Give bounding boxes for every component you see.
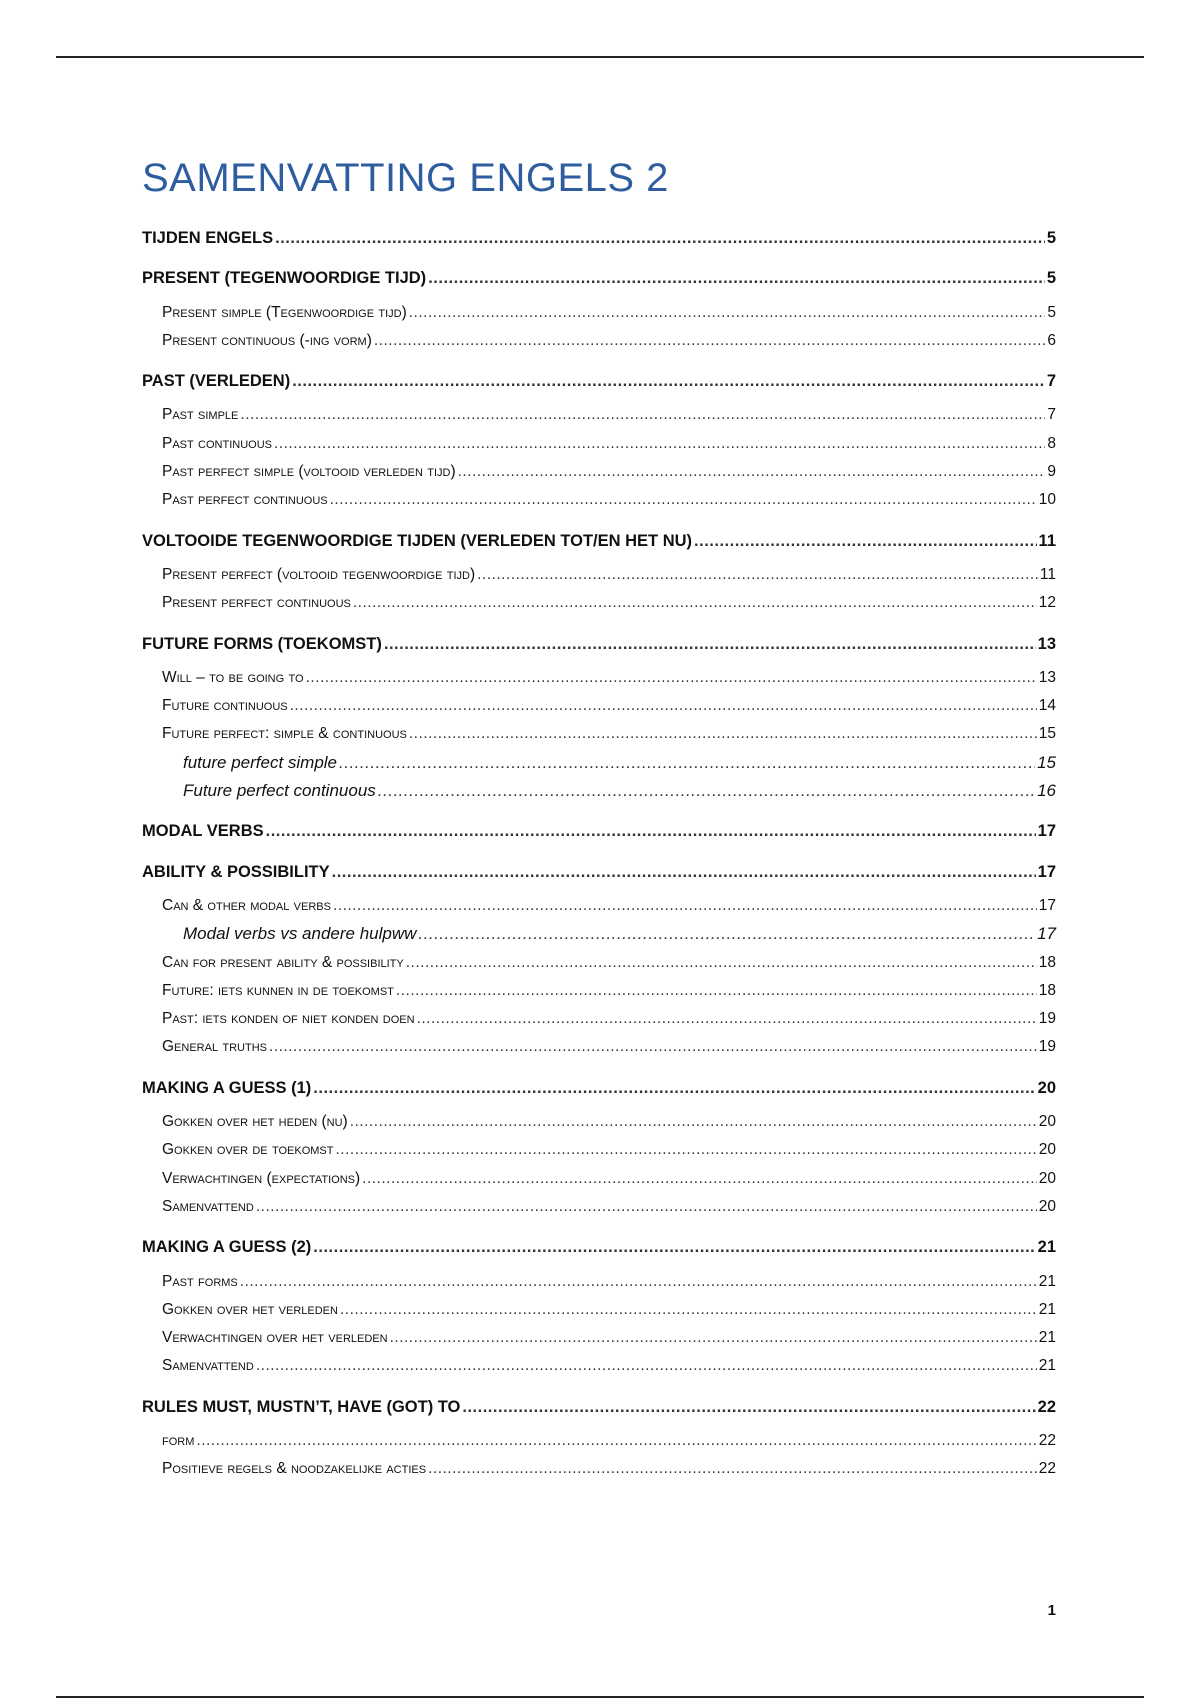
toc-dot-leader — [362, 1165, 1037, 1193]
toc-page-number: 18 — [1038, 981, 1056, 999]
toc-entry-level2[interactable] — [142, 1427, 1056, 1455]
toc-entry-label: Samenvattend — [162, 1357, 254, 1375]
toc-page-number: 7 — [1047, 406, 1056, 424]
toc-entry-label: Past: iets konden of niet konden doen — [162, 1010, 415, 1028]
toc-dot-leader — [390, 1324, 1037, 1352]
toc-page-number: 22 — [1037, 1397, 1056, 1416]
toc-entry-label: Verwachtingen (expectations) — [162, 1169, 361, 1187]
toc-entry-label: PRESENT (TEGENWOORDIGE TIJD) — [142, 269, 427, 288]
toc-entry-level1[interactable] — [142, 858, 1056, 886]
toc-page-number: 5 — [1046, 229, 1056, 247]
toc-entry-label: Can & other modal verbs — [162, 896, 331, 914]
toc-page-number: 19 — [1038, 1010, 1056, 1028]
toc-entry-label: Future perfect: simple & continuous — [162, 725, 407, 743]
toc-entry-label: Past perfect simple (voltooid verleden tijd) — [162, 463, 456, 481]
toc-entry-label: Past forms — [162, 1272, 238, 1290]
toc-page-number: 21 — [1038, 1300, 1056, 1318]
toc-dot-leader — [378, 777, 1035, 805]
toc-dot-leader — [384, 630, 1036, 658]
toc-entry-level3[interactable] — [142, 920, 1056, 948]
toc-dot-leader — [428, 264, 1045, 292]
toc-dot-leader — [339, 749, 1035, 777]
toc-entry-label: Future perfect continuous — [183, 781, 376, 801]
toc-entry-level1[interactable] — [142, 630, 1056, 658]
toc-entry-label: MAKING A GUESS (1) — [142, 1078, 312, 1097]
toc-dot-leader — [409, 720, 1037, 748]
toc-entry-level2[interactable] — [142, 1324, 1056, 1352]
toc-page-number: 11 — [1039, 565, 1056, 583]
toc-dot-leader — [350, 1108, 1037, 1136]
toc-page-number: 11 — [1038, 531, 1056, 550]
toc-page-number: 5 — [1046, 269, 1056, 288]
toc-entry-label: Modal verbs vs andere hulpww — [183, 924, 417, 944]
document-title: SAMENVATTING ENGELS 2 — [142, 156, 669, 200]
toc-page-number: 14 — [1038, 697, 1056, 715]
toc-entry-label: Past continuous — [162, 434, 272, 452]
toc-entry-level3[interactable] — [142, 777, 1056, 805]
toc-entry-label: MODAL VERBS — [142, 822, 264, 841]
toc-page-number: 6 — [1047, 331, 1056, 349]
toc-entry-label: PAST (VERLEDEN) — [142, 372, 291, 391]
toc-dot-leader — [418, 920, 1035, 948]
toc-entry-level2[interactable] — [142, 1193, 1056, 1221]
toc-page-number: 22 — [1038, 1460, 1056, 1478]
toc-entry-level2[interactable] — [142, 949, 1056, 977]
toc-entry-label: ABILITY & POSSIBILITY — [142, 862, 330, 881]
toc-entry-level2[interactable] — [142, 458, 1056, 486]
toc-dot-leader — [458, 458, 1046, 486]
toc-entry-label: MAKING A GUESS (2) — [142, 1238, 312, 1257]
toc-dot-leader — [353, 589, 1037, 617]
toc-page-number: 21 — [1037, 1238, 1056, 1257]
toc-entry-label: future perfect simple — [183, 752, 338, 772]
toc-entry-label: Future: iets kunnen in de toekomst — [162, 981, 394, 999]
toc-entry-level2[interactable] — [142, 977, 1056, 1005]
toc-entry-label: Verwachtingen over het verleden — [162, 1329, 388, 1347]
toc-page-number: 20 — [1038, 1197, 1056, 1215]
toc-dot-leader — [477, 561, 1038, 589]
toc-entry-label: Past simple — [162, 406, 239, 424]
toc-dot-leader — [374, 327, 1046, 355]
toc-page-number: 9 — [1047, 463, 1056, 481]
toc-page-number: 13 — [1037, 634, 1056, 653]
footer-rule — [56, 1696, 1144, 1698]
toc-entry-label: Present simple (Tegenwoordige tijd) — [162, 303, 407, 321]
toc-page-number: 21 — [1038, 1357, 1056, 1375]
toc-entry-label: General truths — [162, 1038, 267, 1056]
toc-page-number: 15 — [1038, 725, 1056, 743]
toc-entry-label: RULES MUST, MUSTN’T, HAVE (GOT) TO — [142, 1397, 461, 1416]
toc-entry-label: Gokken over de toekomst — [162, 1141, 334, 1159]
toc-page-number: 10 — [1038, 491, 1056, 509]
toc-entry-label: Past perfect continuous — [162, 491, 328, 509]
toc-entry-level2[interactable] — [142, 589, 1056, 617]
toc-entry-label: Will – to be going to — [162, 668, 304, 686]
toc-entry-label: FUTURE FORMS (TOEKOMST) — [142, 634, 382, 653]
toc-dot-leader — [406, 949, 1037, 977]
toc-dot-leader — [417, 1005, 1037, 1033]
header-rule — [56, 56, 1144, 58]
toc-entry-level2[interactable] — [142, 892, 1056, 920]
toc-dot-leader — [292, 367, 1045, 395]
toc-entry-level2[interactable] — [142, 1108, 1056, 1136]
toc-dot-leader — [269, 1033, 1037, 1061]
toc-dot-leader — [409, 299, 1046, 327]
toc-entry-level2[interactable] — [142, 664, 1056, 692]
toc-dot-leader — [266, 817, 1036, 845]
toc-entry-level2[interactable] — [142, 401, 1056, 429]
toc-entry-label: TIJDEN ENGELS — [142, 229, 274, 247]
toc-entry-label: Gokken over het heden (nu) — [162, 1113, 348, 1131]
toc-dot-leader — [274, 430, 1045, 458]
toc-entry-level2[interactable] — [142, 1005, 1056, 1033]
toc-entry-level2[interactable] — [142, 692, 1056, 720]
toc-entry-level2[interactable] — [142, 299, 1056, 327]
toc-dot-leader — [313, 1233, 1035, 1261]
toc-entry-level1[interactable] — [142, 367, 1056, 395]
table-of-contents — [142, 224, 1056, 1484]
toc-entry-level2[interactable] — [142, 1136, 1056, 1164]
toc-page-number: 8 — [1047, 434, 1056, 452]
toc-entry-label: Present continuous (-ing vorm) — [162, 331, 372, 349]
toc-page-number: 22 — [1038, 1431, 1056, 1449]
toc-dot-leader — [335, 1136, 1036, 1164]
toc-page-number: 16 — [1037, 781, 1056, 801]
toc-dot-leader — [333, 892, 1037, 920]
toc-page-number: 20 — [1038, 1113, 1056, 1131]
toc-entry-level2[interactable] — [142, 1165, 1056, 1193]
toc-entry-level1[interactable] — [142, 1233, 1056, 1261]
toc-page-number: 15 — [1037, 752, 1056, 772]
toc-entry-level3[interactable] — [142, 749, 1056, 777]
toc-entry-level2[interactable] — [142, 1455, 1056, 1483]
toc-dot-leader — [428, 1455, 1037, 1483]
toc-page-number: 12 — [1038, 594, 1056, 612]
toc-entry-level1[interactable] — [142, 264, 1056, 292]
toc-entry-level2[interactable] — [142, 1352, 1056, 1380]
toc-dot-leader — [275, 224, 1045, 252]
toc-entry-level2[interactable] — [142, 486, 1056, 514]
toc-entry-label: Future continuous — [162, 697, 288, 715]
toc-dot-leader — [340, 1296, 1037, 1324]
toc-page-number: 17 — [1037, 924, 1056, 944]
toc-entry-label: Positieve regels & noodzakelijke acties — [162, 1460, 427, 1478]
toc-page-number: 17 — [1037, 822, 1056, 841]
toc-page-number: 20 — [1037, 1078, 1056, 1097]
toc-dot-leader — [330, 486, 1037, 514]
toc-entry-level2[interactable] — [142, 430, 1056, 458]
toc-page-number: 17 — [1038, 896, 1056, 914]
toc-page-number: 20 — [1038, 1141, 1056, 1159]
toc-entry-level2[interactable] — [142, 720, 1056, 748]
toc-entry-level2[interactable] — [142, 327, 1056, 355]
toc-dot-leader — [196, 1427, 1036, 1455]
toc-page-number: 13 — [1038, 668, 1056, 686]
toc-dot-leader — [462, 1393, 1035, 1421]
toc-dot-leader — [240, 1268, 1037, 1296]
toc-dot-leader — [290, 692, 1037, 720]
toc-page-number: 5 — [1047, 303, 1056, 321]
toc-entry-level1[interactable] — [142, 527, 1056, 555]
toc-entry-level1[interactable] — [142, 817, 1056, 845]
toc-page-number: 19 — [1038, 1038, 1056, 1056]
toc-entry-label: VOLTOOIDE TEGENWOORDIGE TIJDEN (VERLEDEN TOT/EN HET NU) — [142, 531, 693, 550]
toc-dot-leader — [694, 527, 1037, 555]
toc-dot-leader — [256, 1352, 1037, 1380]
toc-page-number: 21 — [1038, 1272, 1056, 1290]
page-number: 1 — [1047, 1602, 1056, 1619]
toc-dot-leader — [240, 401, 1045, 429]
toc-page-number: 21 — [1038, 1329, 1056, 1347]
toc-entry-level1[interactable] — [142, 1074, 1056, 1102]
toc-dot-leader — [332, 858, 1036, 886]
toc-entry-label: Present perfect continuous — [162, 594, 351, 612]
toc-entry-level2[interactable] — [142, 1296, 1056, 1324]
toc-page-number: 20 — [1038, 1169, 1056, 1187]
toc-entry-label: Present perfect (voltooid tegenwoordige tijd) — [162, 565, 476, 583]
toc-entry-label: Can for present ability & possibility — [162, 953, 404, 971]
toc-entry-label: Samenvattend — [162, 1197, 254, 1215]
toc-dot-leader — [256, 1193, 1037, 1221]
toc-entry-level1[interactable] — [142, 1393, 1056, 1421]
toc-dot-leader — [313, 1074, 1035, 1102]
toc-entry-level1[interactable] — [142, 224, 1056, 252]
toc-entry-level2[interactable] — [142, 1033, 1056, 1061]
toc-page-number: 18 — [1038, 953, 1056, 971]
toc-dot-leader — [396, 977, 1037, 1005]
toc-dot-leader — [306, 664, 1037, 692]
toc-page-number: 17 — [1037, 862, 1056, 881]
toc-entry-level2[interactable] — [142, 561, 1056, 589]
toc-entry-label: Gokken over het verleden — [162, 1300, 338, 1318]
toc-page-number: 7 — [1046, 372, 1056, 391]
toc-entry-label: form — [162, 1431, 195, 1449]
toc-entry-level2[interactable] — [142, 1268, 1056, 1296]
